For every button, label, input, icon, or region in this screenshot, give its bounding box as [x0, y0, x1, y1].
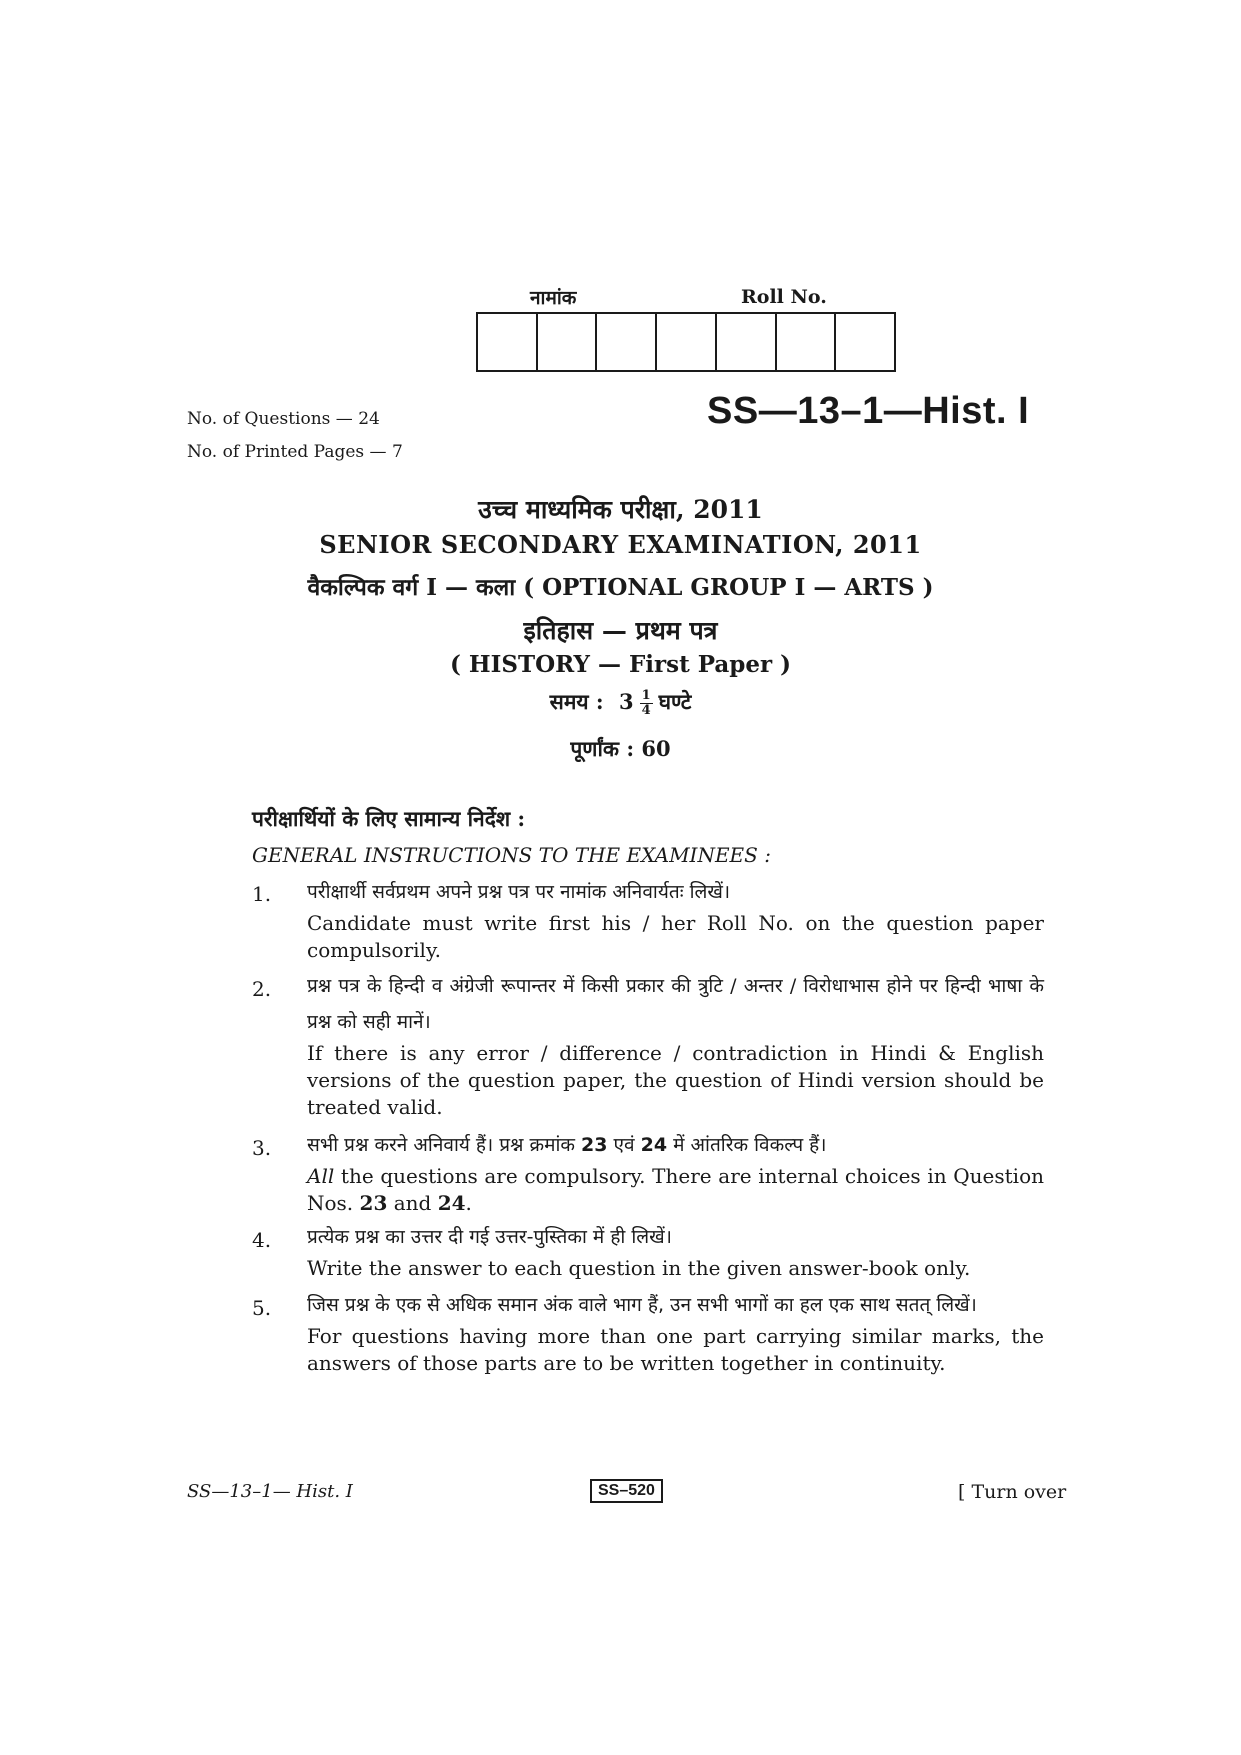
instruction-hindi: प्रत्येक प्रश्न का उत्तर दी गई उत्तर-पुस्तिका में ही लिखें। — [307, 1226, 672, 1248]
instruction-english: For questions having more than one part carrying similar marks, the answers of those parts are to be written together in continuity. — [307, 1324, 1044, 1375]
instruction-hindi: प्रश्न पत्र के हिन्दी व अंग्रेजी रूपान्तर में किसी प्रकार की त्रुटि / अन्तर / विरोधाभास होने पर हिन्दी भाषा के प्रश्न को सही मानें। — [307, 975, 1044, 1033]
max-marks: पूर्णांक : 60 — [570, 736, 671, 761]
question-ref: 24 — [437, 1191, 466, 1215]
question-ref: 23 — [581, 1134, 608, 1156]
exam-title-hindi: उच्च माध्यमिक परीक्षा, 2011 — [478, 495, 763, 524]
roll-digit-box[interactable] — [777, 314, 837, 370]
instruction-number: 4. — [252, 1228, 272, 1252]
question-ref: 23 — [359, 1191, 388, 1215]
instruction-text: एवं — [607, 1134, 641, 1156]
roll-digit-box[interactable] — [657, 314, 717, 370]
instruction-text: and — [387, 1191, 438, 1215]
emphasis-text: All — [307, 1164, 335, 1188]
instruction-text: सभी प्रश्न करने अनिवार्य हैं। प्रश्न क्रमांक — [307, 1134, 582, 1156]
instruction-english: Candidate must write first his / her Roll No. on the question paper compulsorily. — [307, 911, 1044, 962]
roll-number-boxes — [476, 312, 896, 372]
time-fraction — [640, 689, 653, 718]
roll-label-english: Roll No. — [741, 286, 827, 308]
page-count: No. of Printed Pages — 7 — [187, 442, 403, 462]
instruction-number: 5. — [252, 1296, 272, 1320]
instruction-number: 1. — [252, 882, 272, 906]
instruction-english: Write the answer to each question in the given answer-book only. — [307, 1256, 971, 1280]
time-numerator: 1 — [641, 688, 651, 703]
instruction-number: 3. — [252, 1136, 272, 1160]
turn-over-note: [ Turn over — [958, 1481, 1067, 1503]
question-ref: 24 — [640, 1134, 668, 1156]
subject-hindi: इतिहास — प्रथम पत्र — [523, 616, 718, 645]
instruction-item — [307, 1287, 1044, 1377]
roll-label-hindi: नामांक — [530, 287, 577, 309]
footer-paper-code: SS—13–1— Hist. I — [187, 1481, 353, 1502]
instruction-number: 2. — [252, 977, 272, 1001]
roll-digit-box[interactable] — [836, 314, 894, 370]
roll-digit-box[interactable] — [538, 314, 598, 370]
instruction-item — [307, 874, 1044, 964]
instruction-hindi — [307, 1127, 1044, 1163]
instruction-english — [307, 1163, 1044, 1217]
instruction-item — [307, 968, 1044, 1121]
question-count: No. of Questions — 24 — [187, 409, 380, 429]
roll-digit-box[interactable] — [717, 314, 777, 370]
instruction-text: . — [465, 1191, 472, 1215]
instructions-title-english: GENERAL INSTRUCTIONS TO THE EXAMINEES : — [252, 843, 771, 867]
time-unit: घण्टे — [658, 689, 692, 714]
instruction-text: the questions are compulsory. There are internal choices in Question Nos. — [307, 1164, 1044, 1215]
roll-digit-box[interactable] — [478, 314, 538, 370]
exam-duration — [0, 688, 1241, 718]
footer-series-code: SS–520 — [590, 1479, 663, 1503]
instruction-item — [307, 1219, 1044, 1282]
instruction-hindi: जिस प्रश्न के एक से अधिक समान अंक वाले भाग हैं, उन सभी भागों का हल एक साथ सतत् लिखें। — [307, 1294, 977, 1316]
time-denominator: 4 — [641, 703, 651, 718]
optional-group: वैकल्पिक वर्ग I — कला ( OPTIONAL GROUP I — ARTS ) — [307, 574, 934, 601]
time-whole: 3 — [618, 689, 634, 714]
paper-code: SS—13–1—Hist. I — [707, 390, 1030, 432]
instruction-item — [307, 1127, 1044, 1217]
instruction-english: If there is any error / difference / contradiction in Hindi & English versions of the question paper, the question of Hindi version should be treated valid. — [307, 1041, 1044, 1119]
subject-english: ( HISTORY — First Paper ) — [449, 651, 792, 678]
instruction-hindi: परीक्षार्थी सर्वप्रथम अपने प्रश्न पत्र पर नामांक अनिवार्यतः लिखें। — [307, 881, 731, 903]
roll-digit-box[interactable] — [597, 314, 657, 370]
time-label: समय : — [549, 689, 604, 714]
instruction-text: में आंतरिक विकल्प हैं। — [667, 1134, 827, 1156]
instructions-title-hindi: परीक्षार्थियों के लिए सामान्य निर्देश : — [252, 806, 526, 831]
exam-title-english: SENIOR SECONDARY EXAMINATION, 2011 — [319, 530, 922, 559]
